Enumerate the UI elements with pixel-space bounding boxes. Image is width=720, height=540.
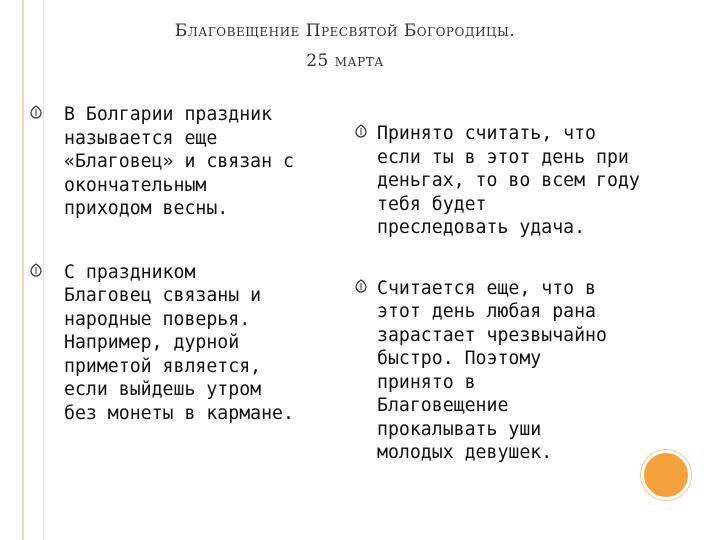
right-item-1-text: Принято считать, что если ты в этот день при деньгах, то во всем году тебя будет преследовать удача. [377,123,640,238]
right-column [377,122,667,465]
right-item-2-text: Считается еще, что в этот день любая рана зарастает чрезвычайно быстро. Поэтому принято в Благовещение прокалывать уши молодых девушек. [377,277,607,463]
list-item [64,261,334,426]
list-item [64,103,334,221]
bullet-icon [30,263,42,277]
slide-title [60,16,630,76]
bullet-icon [30,105,42,119]
bullet-icon [355,124,367,138]
frame-line-left [22,0,24,540]
list-item [377,277,667,465]
frame-line-inner [43,0,44,540]
left-item-1-text: В Болгарии праздник называется еще «Благовец» и связан с окончательным приходом весны. [64,104,294,219]
orange-circle-decoration [641,450,691,500]
bullet-icon [355,279,367,293]
list-item [377,122,667,240]
slide-title-line-2: 25 марта [306,51,384,71]
slide-title-line-1: Благовещение Пресвятой Богородицы. [174,21,516,41]
left-column [64,103,334,425]
left-item-2-text: С праздником Благовец связаны и народные поверья. Например, дурной приметой является, если выйдешь утром без монеты в кармане. [64,261,294,424]
